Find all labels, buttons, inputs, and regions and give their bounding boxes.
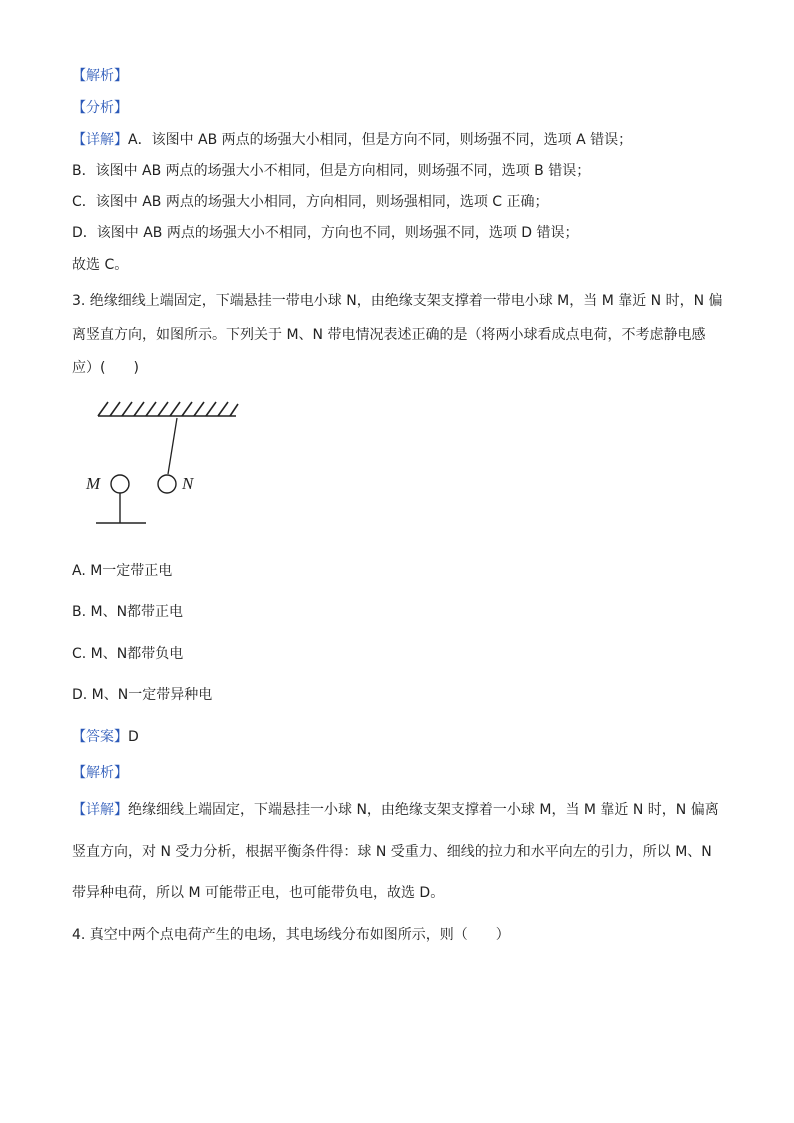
q3-detail-line-2: 竖直方向，对 N 受力分析，根据平衡条件得：球 N 受重力、细线的拉力和水平向左的引力，所以 M、N [72, 844, 712, 860]
q3-detail-text-1: 绝缘细线上端固定，下端悬挂一小球 N，由绝缘支架支撑着一小球 M，当 M 靠近 N 时，N 偏离 [128, 802, 719, 818]
q3-answer-value: D [128, 729, 139, 745]
q3-stem-line-3: 应）( ) [72, 360, 139, 376]
q2-detail-line-c: C．该图中 AB 两点的场强大小相同，方向相同，则场强相同，选项 C 正确； [72, 194, 549, 210]
q3-detail-line-1 [72, 800, 719, 820]
q3-detail-line-3: 带异种电荷，所以 M 可能带正电，也可能带负电，故选 D。 [72, 885, 445, 901]
q2-conclusion: 故选 C。 [72, 257, 129, 273]
label-n: N [182, 474, 194, 493]
ceiling-hatch [98, 402, 238, 416]
ball-m [111, 475, 129, 493]
section-analysis: 【解析】 [72, 68, 128, 84]
section-fenxi: 【分析】 [72, 100, 128, 116]
q3-option-d: D. M、N一定带异种电 [72, 687, 213, 703]
pendulum-diagram [84, 392, 244, 532]
q2-detail-line-b: B．该图中 AB 两点的场强大小不相同，但是方向相同，则场强不同，选项 B 错误； [72, 163, 591, 179]
q3-option-a: A. M一定带正电 [72, 563, 173, 579]
q3-analysis-label: 【解析】 [72, 765, 128, 781]
suspension-thread [168, 418, 177, 474]
q3-answer-label: 【答案】 [72, 729, 128, 745]
q2-line-a-text: A．该图中 AB 两点的场强大小相同，但是方向不同，则场强不同，选项 A 错误； [128, 132, 633, 148]
q3-detail-label: 【详解】 [72, 802, 128, 818]
q2-detail-line-a [72, 130, 632, 150]
ball-n [158, 475, 176, 493]
q3-option-c: C. M、N都带负电 [72, 646, 184, 662]
q3-stem-line-2: 离竖直方向，如图所示。下列关于 M、N 带电情况表述正确的是（将两小球看成点电荷，不考虑静电感 [72, 327, 706, 343]
label-m: M [86, 474, 101, 493]
q3-stem-line-1: 3. 绝缘细线上端固定，下端悬挂一带电小球 N，由绝缘支架支撑着一带电小球 M，当 M 靠近 N 时，N 偏 [72, 293, 723, 309]
q3-answer [72, 727, 139, 747]
q3-option-b: B. M、N都带正电 [72, 604, 184, 620]
q4-stem: 4. 真空中两个点电荷产生的电场，其电场线分布如图所示，则（ ） [72, 927, 510, 943]
q2-detail-label: 【详解】 [72, 132, 128, 148]
q2-detail-line-d: D．该图中 AB 两点的场强大小不相同，方向也不同，则场强不同，选项 D 错误； [72, 225, 579, 241]
